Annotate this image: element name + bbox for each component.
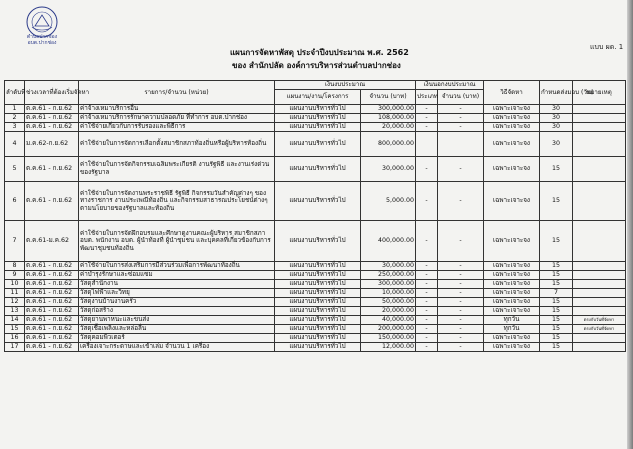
row-period: ต.ค.61 - ก.ย.62 bbox=[25, 307, 79, 316]
row-extra-type: - bbox=[416, 316, 438, 325]
row-extra-type: - bbox=[416, 325, 438, 334]
row-amount: 400,000.00 bbox=[361, 221, 416, 262]
row-due: 15 bbox=[540, 262, 573, 271]
row-amount: 20,000.00 bbox=[361, 307, 416, 316]
row-amount: 300,000.00 bbox=[361, 105, 416, 114]
row-due: 15 bbox=[540, 325, 573, 334]
row-method: ทุกวัน bbox=[484, 316, 540, 325]
row-amount: 200,000.00 bbox=[361, 325, 416, 334]
row-plan: แผนงานบริหารทั่วไป bbox=[275, 114, 361, 123]
row-period: ต.ค.61 - ก.ย.62 bbox=[25, 262, 79, 271]
table-row bbox=[5, 221, 626, 262]
row-plan: แผนงานบริหารทั่วไป bbox=[275, 325, 361, 334]
row-extra-type: - bbox=[416, 334, 438, 343]
row-period: ต.ค.61 - ก.ย.62 bbox=[25, 316, 79, 325]
table-row bbox=[5, 298, 626, 307]
row-plan: แผนงานบริหารทั่วไป bbox=[275, 262, 361, 271]
row-number: 6 bbox=[5, 182, 25, 221]
row-method: เฉพาะเจาะจง bbox=[484, 132, 540, 157]
row-period: ต.ค.61 - ก.ย.62 bbox=[25, 334, 79, 343]
row-plan: แผนงานบริหารทั่วไป bbox=[275, 298, 361, 307]
row-due: 7 bbox=[540, 289, 573, 298]
row-extra-amount: - bbox=[438, 114, 484, 123]
row-amount: 20,000.00 bbox=[361, 123, 416, 132]
row-due: 15 bbox=[540, 334, 573, 343]
row-number: 17 bbox=[5, 343, 25, 352]
row-item: ค่าใช้จ่ายในการจัดการเลือกตั้งสมาชิกสภาท้องถิ่นหรือผู้บริหารท้องถิ่น bbox=[79, 132, 275, 157]
row-remark bbox=[573, 262, 626, 271]
row-extra-type: - bbox=[416, 157, 438, 182]
row-item: วัสดุสำนักงาน bbox=[79, 280, 275, 289]
row-number: 3 bbox=[5, 123, 25, 132]
table-row bbox=[5, 182, 626, 221]
row-period: ต.ค.61 - ก.ย.62 bbox=[25, 325, 79, 334]
table-row bbox=[5, 114, 626, 123]
row-number: 4 bbox=[5, 132, 25, 157]
row-remark bbox=[573, 182, 626, 221]
row-extra-amount: - bbox=[438, 221, 484, 262]
row-method: เฉพาะเจาะจง bbox=[484, 262, 540, 271]
row-amount: 250,000.00 bbox=[361, 271, 416, 280]
row-extra-amount: - bbox=[438, 280, 484, 289]
row-due: 30 bbox=[540, 114, 573, 123]
row-remark bbox=[573, 123, 626, 132]
row-period: ต.ค.61 - ก.ย.62 bbox=[25, 298, 79, 307]
row-extra-type: - bbox=[416, 307, 438, 316]
row-period: ต.ค.61 - ก.ย.62 bbox=[25, 280, 79, 289]
header-no: ลำดับที่ bbox=[5, 81, 25, 105]
row-number: 13 bbox=[5, 307, 25, 316]
row-period: ต.ค.61 - ก.ย.62 bbox=[25, 343, 79, 352]
row-item: วัสดุเชื้อเพลิงและหล่อลื่น bbox=[79, 325, 275, 334]
row-number: 15 bbox=[5, 325, 25, 334]
row-item: ค่าใช้จ่ายในการส่งเสริมการมีส่วนร่วมเพื่อการพัฒนาท้องถิ่น bbox=[79, 262, 275, 271]
table-row bbox=[5, 334, 626, 343]
row-number: 10 bbox=[5, 280, 25, 289]
row-due: 15 bbox=[540, 221, 573, 262]
row-extra-amount: - bbox=[438, 325, 484, 334]
row-item: วัสดุยานพาหนะและขนส่ง bbox=[79, 316, 275, 325]
row-plan: แผนงานบริหารทั่วไป bbox=[275, 157, 361, 182]
row-extra-amount: - bbox=[438, 262, 484, 271]
row-extra-amount: - bbox=[438, 123, 484, 132]
row-remark bbox=[573, 221, 626, 262]
row-plan: แผนงานบริหารทั่วไป bbox=[275, 334, 361, 343]
row-period: ต.ค.61 - ก.ย.62 bbox=[25, 182, 79, 221]
table-row bbox=[5, 280, 626, 289]
row-number: 2 bbox=[5, 114, 25, 123]
row-plan: แผนงานบริหารทั่วไป bbox=[275, 316, 361, 325]
row-remark bbox=[573, 307, 626, 316]
row-method: เฉพาะเจาะจง bbox=[484, 221, 540, 262]
row-plan: แผนงานบริหารทั่วไป bbox=[275, 221, 361, 262]
row-extra-amount: - bbox=[438, 289, 484, 298]
row-remark bbox=[573, 298, 626, 307]
table-row bbox=[5, 325, 626, 334]
row-remark bbox=[573, 114, 626, 123]
row-due: 30 bbox=[540, 105, 573, 114]
row-method: เฉพาะเจาะจง bbox=[484, 114, 540, 123]
row-item: ค่าจ้างเหมาบริการรักษาความปลอดภัย ที่ทำการ อบต.ปากช่อง bbox=[79, 114, 275, 123]
row-extra-type: - bbox=[416, 182, 438, 221]
row-amount: 5,000.00 bbox=[361, 182, 416, 221]
procurement-table bbox=[4, 80, 626, 352]
row-item: ค่าใช้จ่ายในการจัดฝึกอบรมและศึกษาดูงานคณะผู้บริหาร สมาชิกสภา อบต. พนักงาน อบต. ผู้นำท้องที่ ผู้นำชุมชน และบุคคลที่เกี่ยวข้องกับการพัฒนาชุมชนท้องถิ่น bbox=[79, 221, 275, 262]
row-plan: แผนงานบริหารทั่วไป bbox=[275, 123, 361, 132]
row-number: 8 bbox=[5, 262, 25, 271]
header-extra-group: เงินนอกงบประมาณ bbox=[416, 81, 484, 90]
row-extra-type: - bbox=[416, 123, 438, 132]
row-extra-type: - bbox=[416, 114, 438, 123]
document-title: แผนการจัดหาพัสดุ ประจำปีงบประมาณ พ.ศ. 2562 bbox=[230, 48, 409, 57]
row-remark: ตรงกับวันที่จัดหา bbox=[573, 325, 626, 334]
row-extra-amount: - bbox=[438, 105, 484, 114]
row-remark bbox=[573, 105, 626, 114]
row-extra-type: - bbox=[416, 343, 438, 352]
row-extra-type: - bbox=[416, 289, 438, 298]
header-remark: หมายเหตุ bbox=[573, 81, 626, 105]
row-extra-type: - bbox=[416, 298, 438, 307]
row-plan: แผนงานบริหารทั่วไป bbox=[275, 182, 361, 221]
row-method: เฉพาะเจาะจง bbox=[484, 307, 540, 316]
header-budget-group: เงินงบประมาณ bbox=[275, 81, 416, 90]
row-method: เฉพาะเจาะจง bbox=[484, 271, 540, 280]
row-plan: แผนงานบริหารทั่วไป bbox=[275, 132, 361, 157]
header-extra-amount: จำนวน (บาท) bbox=[438, 90, 484, 105]
header-item: รายการ/จำนวน (หน่วย) bbox=[79, 81, 275, 105]
row-period: ต.ค.61 - ก.ย.62 bbox=[25, 123, 79, 132]
row-method: ทุกวัน bbox=[484, 325, 540, 334]
row-period: ต.ค.61-ม.ค.62 bbox=[25, 221, 79, 262]
row-method: เฉพาะเจาะจง bbox=[484, 298, 540, 307]
row-remark bbox=[573, 132, 626, 157]
document-subtitle: ของ สำนักปลัด องค์การบริหารส่วนตำบลปากช่อง bbox=[232, 61, 401, 70]
row-number: 7 bbox=[5, 221, 25, 262]
row-item: วัสดุคอมพิวเตอร์ bbox=[79, 334, 275, 343]
row-period: ต.ค.61 - ก.ย.62 bbox=[25, 114, 79, 123]
seal-caption: ตำบลปากช่อง อบต.ปากช่อง bbox=[26, 34, 58, 46]
row-period: ต.ค.61 - ก.ย.62 bbox=[25, 271, 79, 280]
row-item: ค่าใช้จ่ายในการจัดกิจกรรมเฉลิมพระเกียรติ งานรัฐพิธี และงานเร่งด่วนของรัฐบาล bbox=[79, 157, 275, 182]
table-row bbox=[5, 132, 626, 157]
header-budget-plan: แผนงาน/งาน/โครงการ bbox=[275, 90, 361, 105]
row-plan: แผนงานบริหารทั่วไป bbox=[275, 289, 361, 298]
row-remark bbox=[573, 289, 626, 298]
row-item: เครื่องเจาะกระดาษและเข้าเล่ม จำนวน 1 เครื่อง bbox=[79, 343, 275, 352]
row-due: 15 bbox=[540, 271, 573, 280]
row-extra-type: - bbox=[416, 280, 438, 289]
row-due: 30 bbox=[540, 132, 573, 157]
row-number: 1 bbox=[5, 105, 25, 114]
header-budget-amount: จำนวน (บาท) bbox=[361, 90, 416, 105]
row-method: เฉพาะเจาะจง bbox=[484, 157, 540, 182]
row-period: ม.ค.62-ก.ย.62 bbox=[25, 132, 79, 157]
header-due: กำหนดส่งมอบ (วัน) bbox=[540, 81, 573, 105]
row-extra-amount: - bbox=[438, 298, 484, 307]
row-remark bbox=[573, 343, 626, 352]
row-extra-amount bbox=[438, 132, 484, 157]
row-remark bbox=[573, 280, 626, 289]
row-plan: แผนงานบริหารทั่วไป bbox=[275, 271, 361, 280]
row-extra-type: - bbox=[416, 271, 438, 280]
row-amount: 800,000.00 bbox=[361, 132, 416, 157]
row-plan: แผนงานบริหารทั่วไป bbox=[275, 343, 361, 352]
row-amount: 12,000.00 bbox=[361, 343, 416, 352]
row-extra-amount: - bbox=[438, 271, 484, 280]
row-amount: 150,000.00 bbox=[361, 334, 416, 343]
row-remark bbox=[573, 334, 626, 343]
row-extra-type: - bbox=[416, 105, 438, 114]
row-method: เฉพาะเจาะจง bbox=[484, 289, 540, 298]
table-row bbox=[5, 262, 626, 271]
row-number: 9 bbox=[5, 271, 25, 280]
row-extra-amount: - bbox=[438, 157, 484, 182]
row-period: ต.ค.61 - ก.ย.62 bbox=[25, 105, 79, 114]
form-number: แบบ ผด. 1 bbox=[590, 43, 624, 51]
row-number: 16 bbox=[5, 334, 25, 343]
row-due: 15 bbox=[540, 343, 573, 352]
row-item: วัสดุไฟฟ้าและวิทยุ bbox=[79, 289, 275, 298]
table-row bbox=[5, 316, 626, 325]
row-amount: 10,000.00 bbox=[361, 289, 416, 298]
row-amount: 300,000.00 bbox=[361, 280, 416, 289]
row-extra-type: - bbox=[416, 262, 438, 271]
row-extra-amount: - bbox=[438, 307, 484, 316]
row-extra-type bbox=[416, 132, 438, 157]
row-method: เฉพาะเจาะจง bbox=[484, 182, 540, 221]
row-amount: 40,000.00 bbox=[361, 316, 416, 325]
row-plan: แผนงานบริหารทั่วไป bbox=[275, 280, 361, 289]
row-remark bbox=[573, 157, 626, 182]
row-amount: 108,000.00 bbox=[361, 114, 416, 123]
table-row bbox=[5, 105, 626, 114]
row-number: 14 bbox=[5, 316, 25, 325]
row-number: 11 bbox=[5, 289, 25, 298]
row-remark: ตรงกับวันที่จัดหา bbox=[573, 316, 626, 325]
row-period: ต.ค.61 - ก.ย.62 bbox=[25, 289, 79, 298]
row-method: เฉพาะเจาะจง bbox=[484, 105, 540, 114]
table-row bbox=[5, 271, 626, 280]
row-due: 15 bbox=[540, 298, 573, 307]
table-row bbox=[5, 123, 626, 132]
row-due: 15 bbox=[540, 316, 573, 325]
row-item: วัสดุงานบ้านงานครัว bbox=[79, 298, 275, 307]
row-plan: แผนงานบริหารทั่วไป bbox=[275, 105, 361, 114]
row-period: ต.ค.61 - ก.ย.62 bbox=[25, 157, 79, 182]
row-due: 15 bbox=[540, 157, 573, 182]
row-amount: 30,000.00 bbox=[361, 262, 416, 271]
row-plan: แผนงานบริหารทั่วไป bbox=[275, 307, 361, 316]
header-extra-type: ประเภท bbox=[416, 90, 438, 105]
row-item: ค่าใช้จ่ายในการจัดงานพระราชพิธี รัฐพิธี กิจกรรมวันสำคัญต่างๆ ของทางราชการ งานประเพณีท้องถิ่น และกิจกรรมสาธารณประโยชน์ต่างๆ ตามนโยบายของรัฐบาลและท้องถิ่น bbox=[79, 182, 275, 221]
table-row bbox=[5, 157, 626, 182]
row-remark bbox=[573, 271, 626, 280]
row-due: 15 bbox=[540, 280, 573, 289]
row-method: เฉพาะเจาะจง bbox=[484, 123, 540, 132]
row-due: 30 bbox=[540, 123, 573, 132]
row-method: เฉพาะเจาะจง bbox=[484, 280, 540, 289]
header-method: วิธีจัดหา bbox=[484, 81, 540, 105]
row-due: 15 bbox=[540, 182, 573, 221]
row-extra-amount: - bbox=[438, 343, 484, 352]
row-due: 15 bbox=[540, 307, 573, 316]
row-extra-amount: - bbox=[438, 316, 484, 325]
table-row bbox=[5, 343, 626, 352]
row-extra-amount: - bbox=[438, 334, 484, 343]
row-item: วัสดุก่อสร้าง bbox=[79, 307, 275, 316]
row-method: เฉพาะเจาะจง bbox=[484, 343, 540, 352]
row-amount: 50,000.00 bbox=[361, 298, 416, 307]
table-row bbox=[5, 289, 626, 298]
row-number: 5 bbox=[5, 157, 25, 182]
row-item: ค่าจ้างเหมาบริการอื่น bbox=[79, 105, 275, 114]
table-row bbox=[5, 307, 626, 316]
row-item: ค่าบำรุงรักษาและซ่อมแซม bbox=[79, 271, 275, 280]
row-amount: 30,000.00 bbox=[361, 157, 416, 182]
header-period: ช่วงเวลาที่ต้องเริ่มจัดหา bbox=[25, 81, 79, 105]
row-extra-amount: - bbox=[438, 182, 484, 221]
row-method: เฉพาะเจาะจง bbox=[484, 334, 540, 343]
row-number: 12 bbox=[5, 298, 25, 307]
row-item: ค่าใช้จ่ายเกี่ยวกับการรับรองและพิธีการ bbox=[79, 123, 275, 132]
row-extra-type: - bbox=[416, 221, 438, 262]
